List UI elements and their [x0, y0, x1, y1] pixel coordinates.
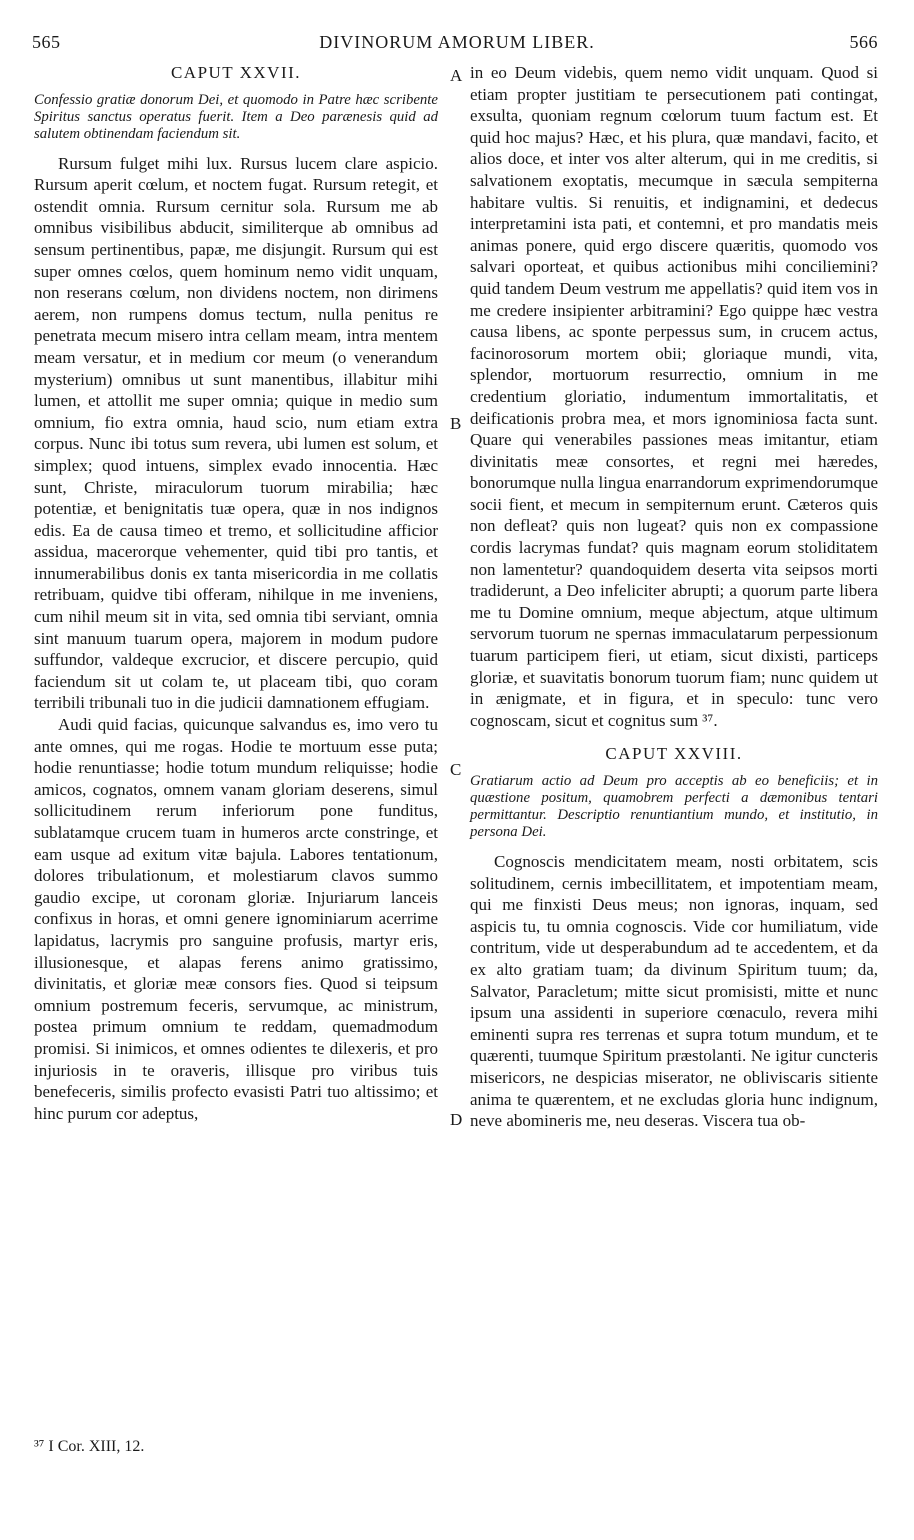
footnote: ³⁷ I Cor. XIII, 12.	[34, 1438, 145, 1455]
margin-marker-d: D	[450, 1110, 463, 1129]
chapter-title-27: CAPUT XXVII.	[170, 63, 302, 82]
paragraph: Audi quid facias, quicunque salvandus es, imo vero tu ante omnes, qui me rogas. Hodie te mortuum esse puta; hodie renuntiasse; hodie totum mundum reliquisse; hodie amicos, cognatos, omnem vanam gloriam deserens, simul sollicitudinem rerum inferiorum pone funditus, sublatamque crucem tuam in humeros arcte constringe, et eam usque ad exitum vitæ bajula. Labores tentationum, dolores tribulationum, et molestiarum clavos summo gaudio excipe, ut coronam gloriæ. Injuriarum lanceis confixus in horas, et omni genere ignominiarum acerrime lapidatus, lacrymis pro sanguine profusis, martyr eris, illusionesque, et alapas ferens animo gratissimo, divinitatis, et gloriæ meæ consors fies. Quod si teipsum omnium postremum feceris, servumque, ac ministrum, postea primum omnium te reddam, quemadmodum promisi. Si inimicos, et omnes odientes te dilexeris, et pro injuriosis in te oraveris, illisque pro viribus tuis benefeceris, similis profecto evasisti Patri tuo altissimo; et hinc purum cor adeptus,	[34, 715, 438, 1123]
paragraph: Cognoscis mendicitatem meam, nosti orbitatem, scis solitudinem, cernis imbecillitatem, et impotentiam meam, qui me finxisti Deus meus; non ignoras, inquam, sed aspicis tu, tu omnia cognoscis. Vide cor humiliatum, vide contritum, vide ut desperabundum ad te accedentem, et da ex alto gratiam tuam; da divinum Spiritum tuum; da, Salvator, Paracletum; mitte sicut promisisti, mitte et nunc ipsum una assidenti in superiore cœnaculo, revera mihi eminenti supra res terrenas et supra totum mundum, et te quærenti, tuumque Spiritum præstolanti. Ne igitur cuncteris misericors, ne despicias miserator, ne obliviscaris sitiente anima te quærentem, et ne excludas gloria hunc indignum, neve abomineris me, neu deseras. Viscera tua ob-	[470, 852, 878, 1131]
page-number-left: 565	[32, 32, 61, 52]
margin-marker-a: A	[450, 66, 463, 85]
margin-marker-c: C	[450, 760, 462, 779]
chapter-summary-27: Confessio gratiæ donorum Dei, et quomodo in Patre hæc scribente Spiritus sanctus operatus fuerit. Item a Deo parænesis quid ad salutem obtinendam faciendum sit.	[34, 91, 438, 142]
running-title: DIVINORUM AMORUM LIBER.	[319, 32, 595, 52]
page-number-right: 566	[849, 32, 878, 52]
right-column	[470, 62, 878, 1132]
paragraph: in eo Deum videbis, quem nemo vidit unquam. Quod si etiam propter justitiam te persecutionem pati contingat, exsulta, quoniam regnum cœlorum tuum factum est. Et quid hoc majus? Hæc, et his plura, quæ mandavi, facito, et alios doce, et inter vos alter alterum, qui in me creditis, si salvationem exoptatis, mecumque in sæcula sempiterna habitare vultis. Si renuitis, et indignamini, et dedecus interpretamini ista pati, et contemni, et pro mandatis meis animas ponere, quid ergo discere quæritis, quomodo vos salvari oporteat, et quibus actionibus mihi conciliemini? quid tandem Deum vestrum me appellatis? quid item vos in me credere insipienter arbitramini? Ego quippe hæc vestra causa libens, ac sponte perpessus sum, in crucem actus, facinorosorum mortem obii; gloriaque mundi, vita, splendor, mortuorum resurrectio, omnium in me credentium gloriatio, indumentum immortalitatis, et deificationis probra mea, et mors ignominiosa facta sunt. Quare qui venerabiles passiones meas imitantur, etiam divinitatis meæ consortes, et regni mei hæredes, bonorumque nulla lingua enarrandorum exprimendorumque socii fient, et mecum in sempiternum erunt. Cæteros quis non defleat? quis non lugeat? quis non ex compassione cordis lacrymas fundat? quis magnam eorum stoliditatem non lamentetur? quandoquidem deserta vita seipsos morti tradiderunt, a Deo infeliciter abrupti; a quorum parte libera me tu Domine omnium, meque abjectum, atque ultimum servorum tuorum ne spernas immaculatarum perpessionum tuarum participem fieri, ut etiam, sicut dixisti, particeps gloriæ, et suavitatis bonorum tuorum fiam; nunc quidem ut in ænigmate, et in figura, et in speculo: tunc vero cognoscam, sicut et cognitus sum ³⁷.	[470, 63, 878, 730]
margin-marker-b: B	[450, 414, 462, 433]
chapter-summary-28: Gratiarum actio ad Deum pro acceptis ab eo beneficiis; et in quæstione positum, quamobrem perfecti a dæmonibus tentari permittantur. Descriptio renuntiantium mundo, et institutio, in persona Dei.	[470, 773, 878, 840]
chapter-title-28: CAPUT XXVIII.	[605, 744, 743, 764]
left-column	[34, 62, 438, 1124]
paragraph: Rursum fulget mihi lux. Rursus lucem clare aspicio. Rursum aperit cœlum, et noctem fugat. Rursum retegit, et ostendit omnia. Rursum cernitur sola. Rursum me ab omnibus visibilibus abducit, similiterque ab omnibus ad sensum pertinentibus, papæ, me disjungit. Rursum qui est super omnes cœlos, quem hominum nemo vidit unquam, non reserans cœlum, non dividens noctem, non dirimens aerem, non rumpens domus tectum, nulla penitus re penetrata mecum misero intra cellam meam, intra mentem meam versatur, et in medium cor meum (o venerandum mysterium) omnibus ut sunt manentibus, illabitur mihi lumen, et attollit me super omnia; quique in medio sum omnium, fio extra omnia, haud scio, num etiam extra corpus. Nunc ibi totus sum revera, ubi lumen est solum, et simplex; quod intuens, simplex evado innocentia. Hæc sunt, Christe, miraculorum tuorum mirabilia; hæc potentiæ, et benignitatis tuæ opera, quæ in nos indignos edis. Ea de causa timeo et tremo, et sollicitudine afficior assidua, macerorque vehementer, quid tibi pro tantis, et innumerabilibus donis ex tanta misericordia in me collatis retribuam, quidve tibi offeram, nihilque in me inveniens, cum nihil meum sit in vita, sed omnia tibi serviant, omnia sint manuum tuarum opera, majorem in modum pudore suffundor, valdeque excrucior, et discere percupio, quid faciendum sit ut colam te, ut placeam tibi, quo coram terribili tribunali tuo in die judicii damnationem effugiam.	[34, 153, 438, 713]
